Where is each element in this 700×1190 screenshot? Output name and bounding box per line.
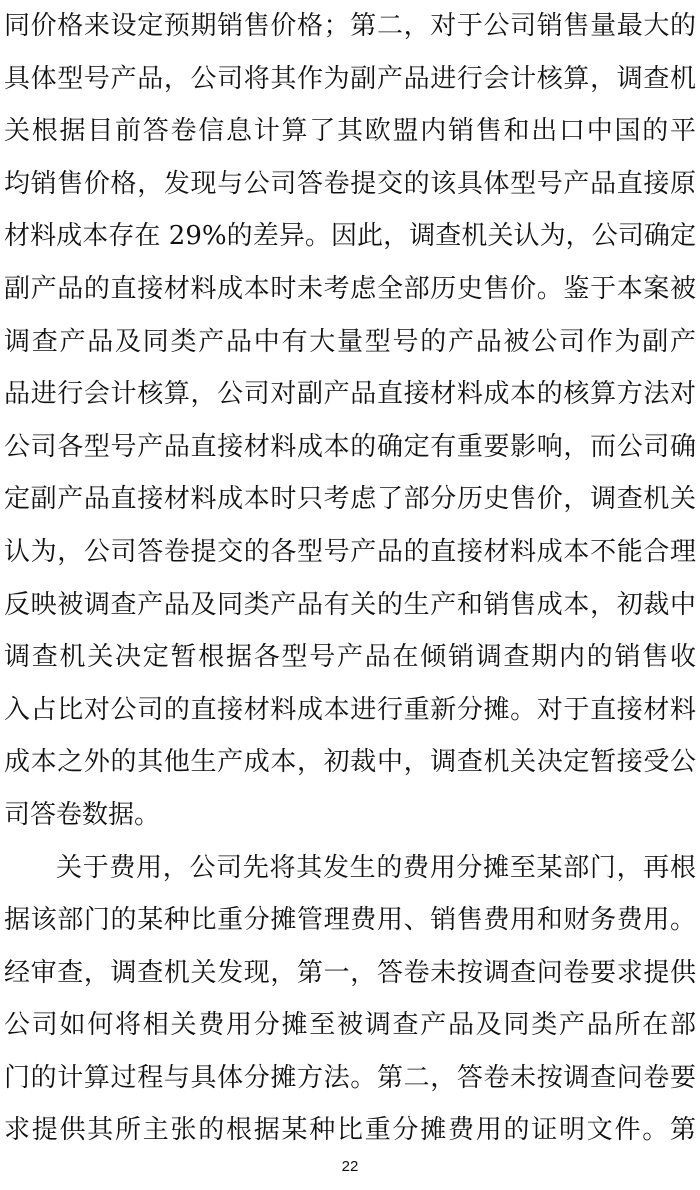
text-line-19: 经审查，调查机关发现，第一，答卷未按调查问卷要求提供 xyxy=(4,957,696,988)
text-line-21: 门的计算过程与具体分摊方法。第二，答卷未按调查问卷要 xyxy=(4,1062,696,1093)
text-line-15: 成本之外的其他生产成本，初裁中，调查机关决定暂接受公 xyxy=(4,747,696,778)
text-line-11: 认为，公司答卷提交的各型号产品的直接材料成本不能合理 xyxy=(4,536,696,567)
text-line-7: 调查产品及同类产品中有大量型号的产品被公司作为副产 xyxy=(4,326,696,357)
text-line-18: 据该部门的某种比重分摊管理费用、销售费用和财务费用。 xyxy=(4,905,696,936)
text-line-16: 司答卷数据。 xyxy=(4,799,161,830)
text-line-1: 同价格来设定预期销售价格；第二，对于公司销售量最大的 xyxy=(4,11,696,41)
body-text xyxy=(4,0,696,1157)
text-line-5: 材料成本存在 29%的差异。因此，调查机关认为，公司确定 xyxy=(4,221,696,252)
page-number: 22 xyxy=(341,1158,359,1175)
text-line-6: 副产品的直接材料成本时未考虑全部历史售价。鉴于本案被 xyxy=(4,273,696,304)
text-line-20: 公司如何将相关费用分摊至被调查产品及同类产品所在部 xyxy=(4,1010,696,1041)
text-line-3: 关根据目前答卷信息计算了其欧盟内销售和出口中国的平 xyxy=(4,116,696,147)
text-line-2: 具体型号产品，公司将其作为副产品进行会计核算，调查机 xyxy=(4,63,696,94)
text-line-22: 求提供其所主张的根据某种比重分摊费用的证明文件。第 xyxy=(4,1115,696,1146)
text-line-12: 反映被调查产品及同类产品有关的生产和销售成本，初裁中 xyxy=(4,589,696,620)
text-line-17: 关于费用，公司先将其发生的费用分摊至某部门，再根 xyxy=(56,852,696,883)
text-line-4: 均销售价格，发现与公司答卷提交的该具体型号产品直接原 xyxy=(4,168,696,199)
text-line-8: 品进行会计核算，公司对副产品直接材料成本的核算方法对 xyxy=(4,379,696,410)
text-line-9: 公司各型号产品直接材料成本的确定有重要影响，而公司确 xyxy=(4,431,696,462)
text-line-14: 入占比对公司的直接材料成本进行重新分摊。对于直接材料 xyxy=(4,694,696,725)
text-line-13: 调查机关决定暂根据各型号产品在倾销调查期内的销售收 xyxy=(4,642,696,673)
text-line-10: 定副产品直接材料成本时只考虑了部分历史售价，调查机关 xyxy=(4,484,696,515)
